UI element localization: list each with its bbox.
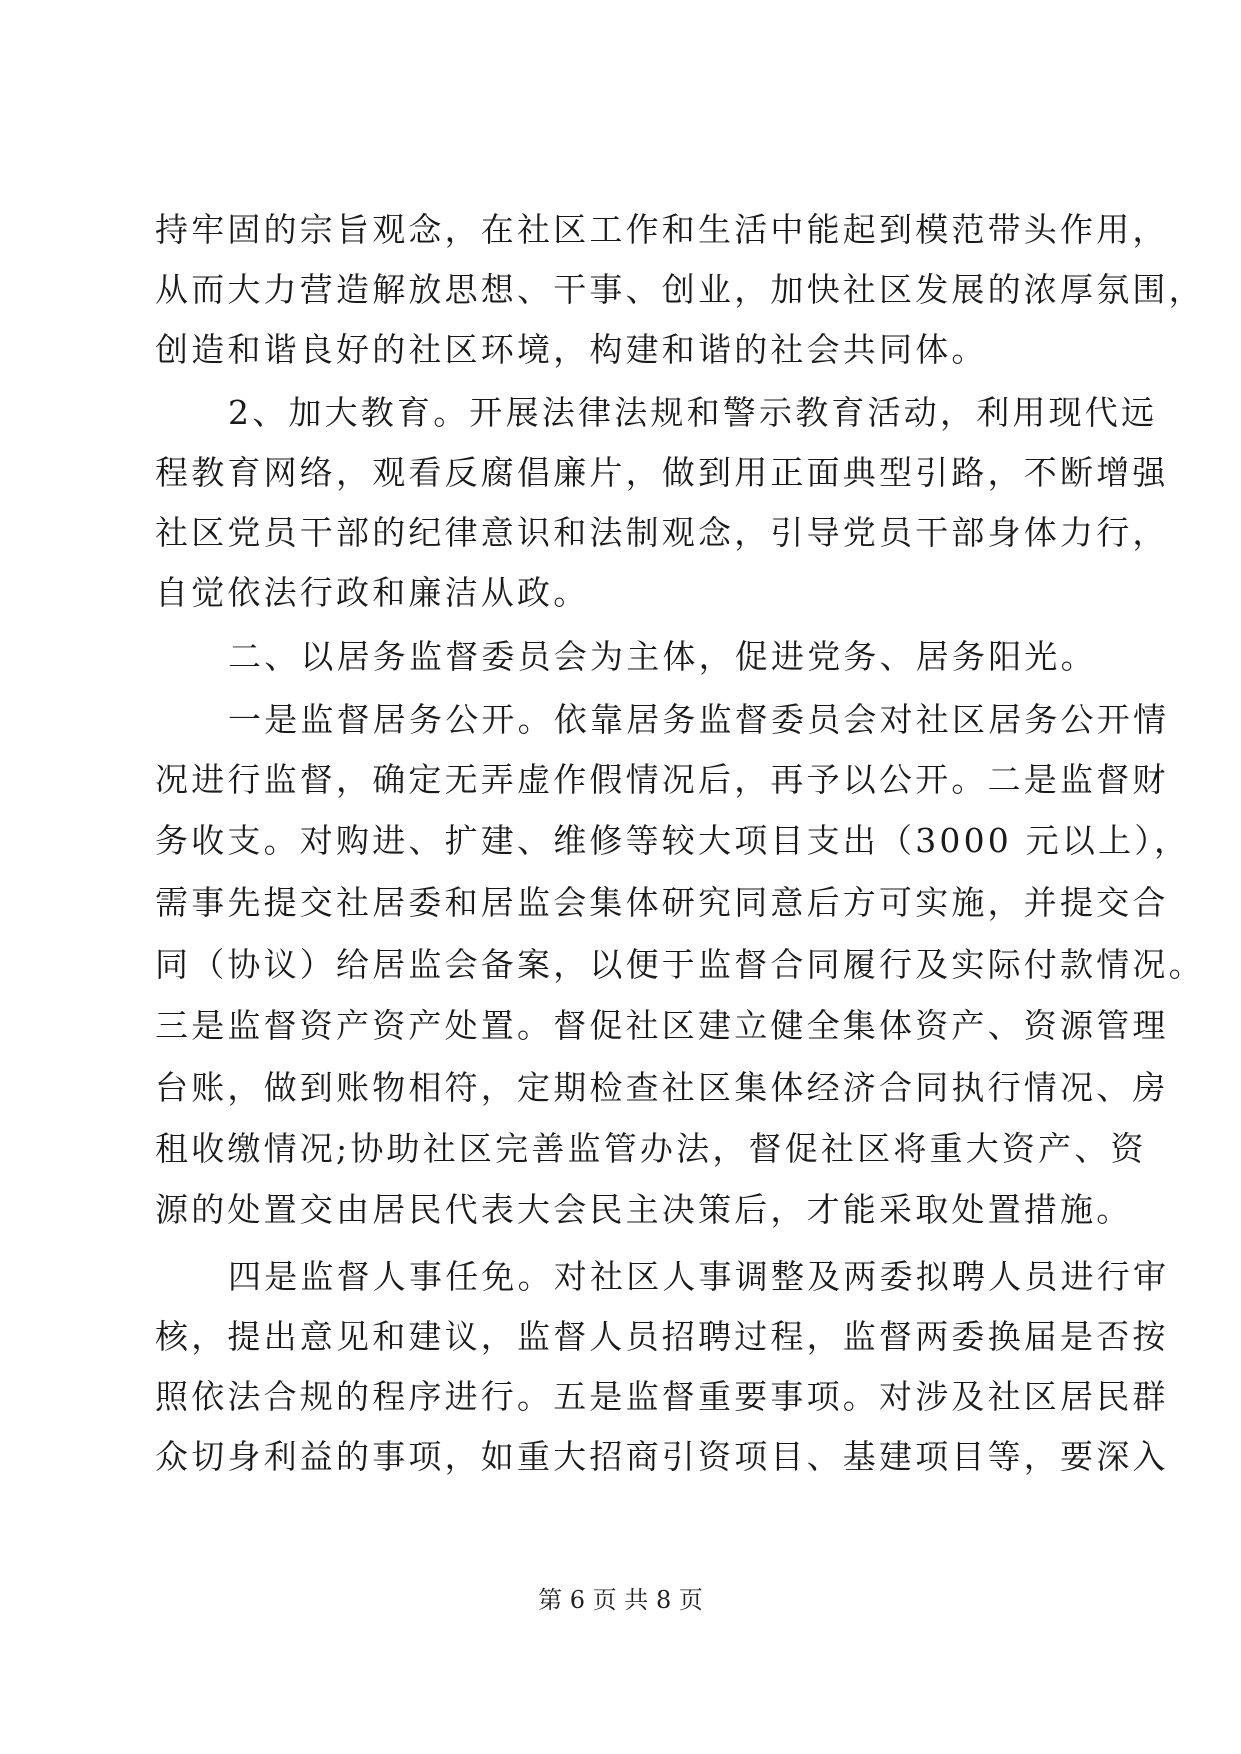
text-line: 源的处置交由居民代表大会民主决策后，才能采取处置措施。 [155,1190,1133,1229]
page-number-footer: 第 6 页 共 8 页 [538,1586,703,1614]
paragraph-first-line: 四是监督人事任免。对社区人事调整及两委拟聘人员进行审 [228,1257,1170,1296]
text-line: 照依法合规的程序进行。五是监督重要事项。对涉及社区居民群 [155,1377,1169,1416]
section-heading: 二、以居务监督委员会为主体，促进党务、居务阳光。 [228,637,1097,676]
text-line: 三是监督资产资产处置。督促社区建立健全集体资产、资源管理 [155,1006,1169,1045]
text-line: 众切身利益的事项，如重大招商引资项目、基建项目等，要深入 [155,1437,1169,1476]
text-line: 程教育网络，观看反腐倡廉片，做到用正面典型引路，不断增强 [155,453,1169,492]
text-line: 况进行监督，确定无弄虚作假情况后，再予以公开。二是监督财 [155,760,1169,799]
text-line: 持牢固的宗旨观念，在社区工作和生活中能起到模范带头作用， [155,210,1169,249]
text-line: 台账，做到账物相符，定期检查社区集体经济合同执行情况、房 [155,1068,1169,1107]
text-line: 核，提出意见和建议，监督人员招聘过程，监督两委换届是否按 [155,1317,1169,1356]
text-line: 务收支。对购进、扩建、维修等较大项目支出（3000 元以上）， [155,821,1191,860]
paragraph-first-line: 一是监督居务公开。依靠居务监督委员会对社区居务公开情 [228,700,1170,739]
text-line: 社区党员干部的纪律意识和法制观念，引导党员干部身体力行， [155,513,1169,552]
paragraph-first-line: 2、加大教育。开展法律法规和警示教育活动，利用现代远 [228,393,1158,432]
text-line: 同（协议）给居监会备案，以便于监督合同履行及实际付款情况。 [155,945,1205,984]
text-line: 租收缴情况;协助社区完善监管办法，督促社区将重大资产、资 [155,1129,1147,1168]
text-line: 从而大力营造解放思想、干事、创业，加快社区发展的浓厚氛围， [155,270,1205,309]
text-line: 自觉依法行政和廉洁从政。 [155,573,590,612]
text-line: 创造和谐良好的社区环境，构建和谐的社会共同体。 [155,330,988,369]
text-line: 需事先提交社居委和居监会集体研究同意后方可实施，并提交合 [155,883,1169,922]
